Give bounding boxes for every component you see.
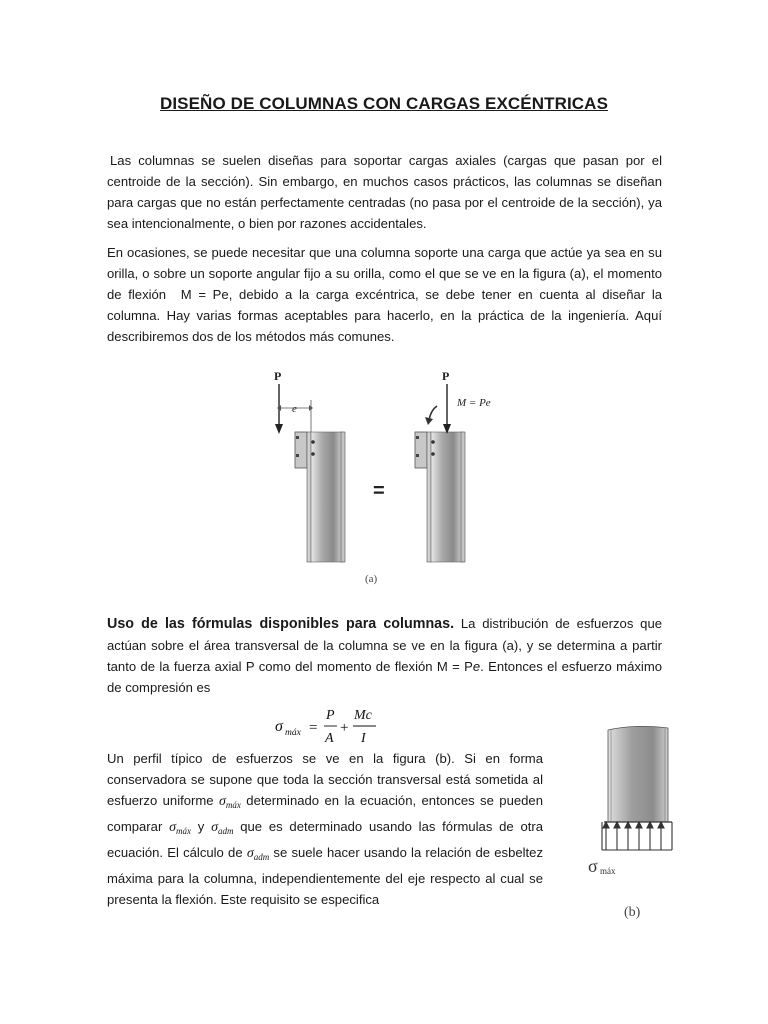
formula-denominator-a: A [325, 731, 334, 746]
paragraph-text: determinado en la ecuación, entonces se pueden comparar [107, 793, 543, 834]
figure-b-caption: (b) [624, 905, 641, 920]
stress-profile-paragraph [107, 748, 543, 910]
equals-sign: = [373, 480, 385, 502]
figure-a-caption: (a) [365, 573, 378, 585]
max-stress-formula [270, 704, 410, 748]
paragraph-text: debido a la carga excéntrica, se debe tener en cuenta al diseñar la columna. Hay varias formas aceptables para hacerlo, en la práctica de la ingeniería. Aquí describiremos dos de los métodos más comunes. [107, 287, 663, 344]
eccentricity-label: e [292, 403, 297, 415]
moment-label: M = Pe [457, 397, 491, 409]
paragraph-text: . Entonces el esfuerzo máximo de compresión es [107, 659, 663, 695]
intro-paragraph: Las columnas se suelen diseñas para soportar cargas axiales (cargas que pasan por el centroide de la sección). Sin embargo, en muchos casos prácticos, las columnas se diseñan para cargas que no están perfectamente centradas (no pasa por el centroide de la sección), ya sea intencionalmente, o bien por razones accidentales. [107, 153, 662, 231]
formula-sigma: σ [275, 718, 283, 735]
figure-a [255, 362, 495, 592]
sigma-symbol: σ [211, 820, 218, 835]
paragraph-text: La distribución de esfuerzos que actúan sobre el área transversal de la columna se ve en la figura (a), y se determina a partir tanto de la fuerza axial P como del momento de flexión M = P [107, 616, 663, 674]
paragraph-text: En ocasiones, se puede necesitar que una columna soporte una carga que actúe ya sea en su orilla, o sobre un soporte angular fijo a su orilla, como el que se ve en la figura (a), el momento de flexión [107, 245, 662, 302]
right-load-arrow [443, 384, 451, 434]
subscript-adm: adm [253, 852, 270, 862]
right-column [413, 432, 473, 566]
formula-equals: = [309, 720, 318, 736]
formula-numerator-mc: Mc [354, 708, 372, 723]
subscript-adm: adm [217, 826, 234, 836]
connector-y: y [197, 819, 205, 834]
column-section [604, 726, 672, 822]
sigma-symbol: σ [246, 846, 254, 861]
paragraph-text: Un perfil típico de esfuerzos se ve en la figura (b). Si en forma conservadora se supone que toda la sección transversal está sometida al esfuerzo uniforme [107, 751, 543, 808]
formula-denominator-i: I [361, 731, 366, 746]
moment-arrow [425, 406, 437, 425]
subscript-max: máx [175, 826, 191, 836]
sigma-symbol: σ [169, 820, 176, 835]
italic-e: e [472, 659, 481, 674]
figure-b [580, 722, 685, 922]
sigma-symbol: σ [218, 794, 226, 809]
stress-arrows [602, 822, 672, 850]
subscript-max: máx [225, 800, 241, 810]
load-label-left: P [274, 369, 282, 383]
formula-numerator-p: P [326, 708, 335, 723]
paragraph-text: se suele hacer usando la relación de esbeltez máxima para la columna, independientemente del eje respecto al cual se presenta la flexión. Este requisito se especifica [107, 845, 544, 907]
page-title: DISEÑO DE COLUMNAS CON CARGAS EXCÉNTRICAS [159, 94, 609, 113]
formula-subscript: máx [285, 728, 301, 738]
formula-plus: + [340, 720, 349, 736]
load-label-right: P [442, 369, 450, 383]
paragraph-text: que es determinado usando las fórmulas de otra ecuación. El cálculo de [107, 819, 544, 860]
section-heading: Uso de las fórmulas disponibles para columnas. [107, 616, 455, 632]
section-paragraph [107, 613, 662, 698]
moment-equation: M = Pe, [180, 287, 233, 302]
figure-b-sigma: σ [588, 856, 598, 876]
left-column [293, 432, 353, 566]
eccentric-load-paragraph [107, 242, 662, 347]
figure-b-subscript: máx [600, 866, 616, 876]
